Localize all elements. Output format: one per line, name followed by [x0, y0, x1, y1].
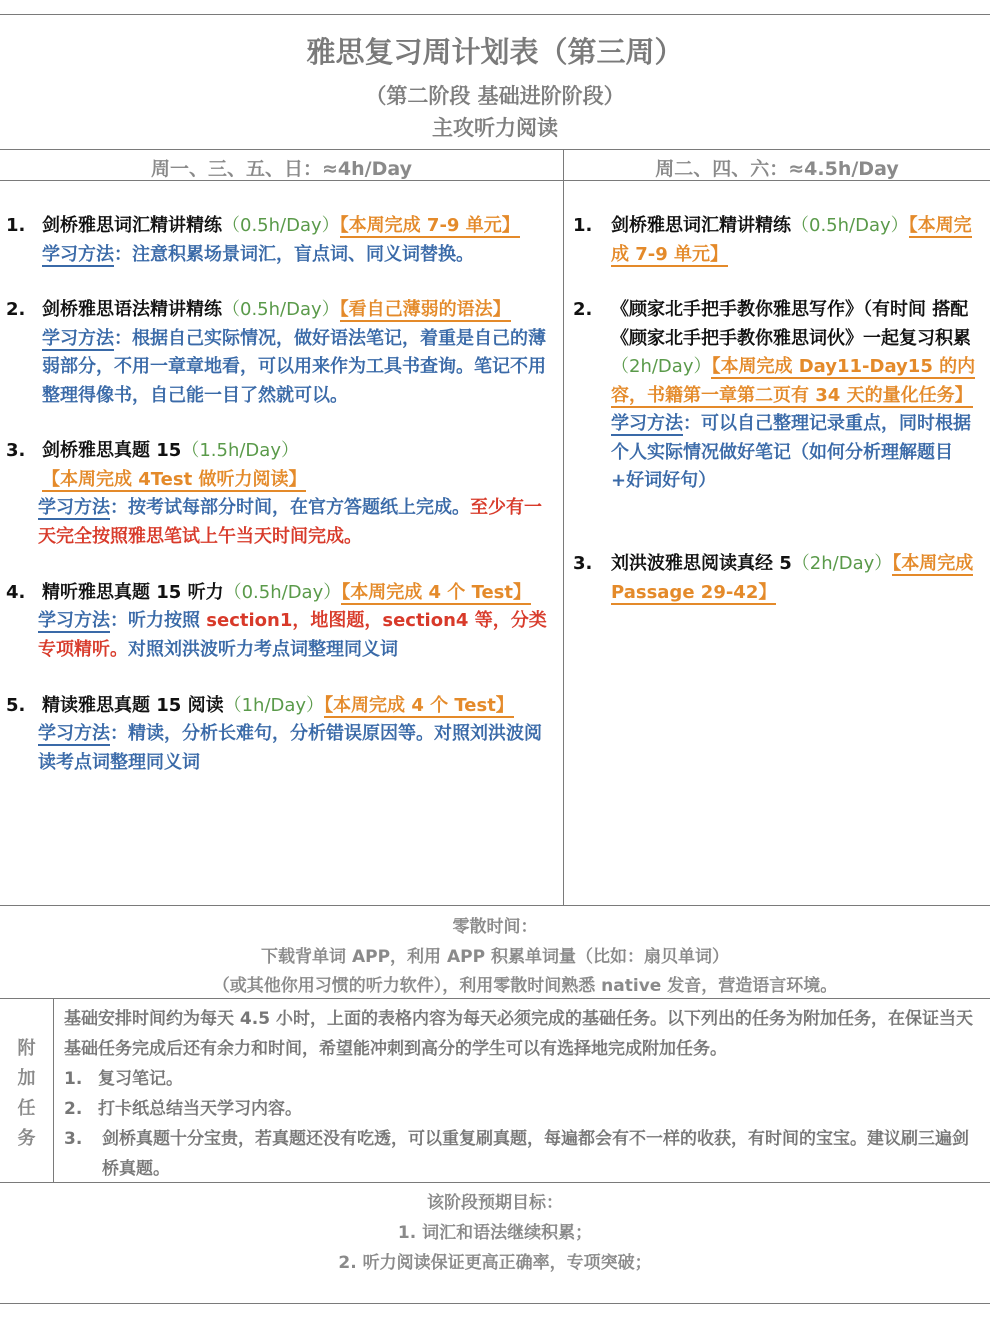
extra-side-divider: [53, 998, 54, 1182]
method-label: 学习方法: [38, 723, 110, 744]
item-title: 剑桥雅思词汇精讲精练: [611, 215, 791, 236]
method-label: 学习方法: [42, 243, 114, 265]
method-text: ：精读，分析长难句，分析错误原因等。对照刘洪波阅读考点词整理同义词: [38, 723, 542, 773]
left-item-4: 4. 精听雅思真题 15 听力（0.5h/Day）【本周完成 4 个 Test】: [6, 582, 531, 603]
item-title: 刘洪波雅思阅读真经 5: [611, 553, 792, 574]
left-item-3: 3. 剑桥雅思真题 15（1.5h/Day）【本周完成 4Test 做听力阅读】: [6, 440, 307, 490]
left-item-5: 5. 精读雅思真题 15 阅读（1h/Day）【本周完成 4 个 Test】: [6, 695, 514, 716]
method-label: 学习方法: [38, 497, 110, 518]
item-title: 剑桥雅思词汇精讲精练: [42, 215, 222, 236]
bottom-border: [0, 1303, 990, 1304]
item-title: 剑桥雅思真题 15: [42, 440, 182, 461]
item-time: （2h/Day）: [611, 356, 712, 377]
method-label: 学习方法: [42, 327, 114, 349]
method-text: ：注意积累场景词汇，盲点词、同义词替换。: [114, 243, 474, 265]
item-task: 【看自己薄弱的语法】: [339, 299, 511, 320]
item-task: 【本周完成 4Test 做听力阅读】: [42, 468, 307, 490]
page-title: 雅思复习周计划表（第三周）: [306, 35, 684, 69]
right-item-2: 2. 《顾家北手把手教你雅思写作》（有时间 搭配《顾家北手把手教你雅思词伙》一起复习积累（2h/Day）【本周完成 Day11-Day15 的内容，书籍第一章第二页有 34 天的量化任务】 学习方法：可以自己整理记录重点，同时根据个人实际情况做好笔记（如何分析理解题目+好词好句）: [573, 299, 976, 491]
item-task: 【本周完成 7-9 单元】: [339, 215, 520, 236]
column-divider: [563, 149, 564, 905]
spare-line-1: 下载背单词 APP，利用 APP 积累单词量（比如：扇贝单词）: [261, 947, 729, 967]
method-text: ：听力按照: [110, 610, 207, 631]
method-highlight: 至少有一天完全按照雅思笔试上午当天时间完成。: [38, 497, 542, 547]
extra-body: [64, 1004, 984, 1184]
item-task: 【本周完成 7-9 单元】: [611, 215, 972, 265]
extra-side-label: 附 加 任 务: [17, 1038, 36, 1149]
right-column-header: 周二、四、六：≈4.5h/Day: [655, 158, 899, 180]
method-text: ：根据自己实际情况，做好语法笔记，着重是自己的薄弱部分，不用一章章地看，可以用来作为工具书查询。笔记不用整理得像书，自己能一目了然就可以。: [42, 327, 546, 406]
item-time: （0.5h/Day）: [791, 215, 909, 236]
item-time: （0.5h/Day）: [222, 215, 340, 236]
item-time: （0.5h/Day）: [223, 582, 342, 603]
left-column-header: 周一、三、五、日：≈4h/Day: [150, 158, 412, 180]
item-task: 【本周完成 4 个 Test】: [324, 695, 514, 716]
item-task: 【本周完成 Day11-Day15 的内容，书籍第一章第二页有 34 天的量化任务】: [611, 356, 976, 406]
left-item-5-method: [38, 720, 554, 777]
item-time: （0.5h/Day）: [222, 299, 340, 320]
left-item-2: 2. 剑桥雅思语法精讲精练（0.5h/Day）【看自己薄弱的语法】 学习方法：根据自己实际情况，做好语法笔记，着重是自己的薄弱部分，不用一章章地看，可以用来作为工具书查询。笔记不用整理得像书，自己能一目了然就可以。: [6, 299, 546, 406]
main-bottom-divider: [0, 905, 990, 906]
top-border: [0, 14, 990, 15]
stage-subtitle: （第二阶段 基础进阶阶段）: [365, 84, 625, 108]
extra-item-1: 1. 复习笔记。: [64, 1069, 183, 1089]
right-item-1: 1. 剑桥雅思词汇精讲精练（0.5h/Day）【本周完成 7-9 单元】: [573, 215, 972, 265]
item-time: （1h/Day）: [223, 695, 325, 716]
spare-line-2: （或其他你用习惯的听力软件），利用零散时间熟悉 native 发音，营造语言环境。: [212, 976, 838, 996]
method-text-after: 对照刘洪波听力考点词整理同义词: [128, 638, 398, 660]
item-title: 剑桥雅思语法精讲精练: [42, 299, 222, 320]
goal-item-2: 2. 听力阅读保证更高正确率，专项突破；: [338, 1253, 652, 1273]
goals-title: 该阶段预期目标：: [427, 1193, 563, 1213]
item-time: （2h/Day）: [791, 553, 893, 574]
focus-subtitle: 主攻听力阅读: [432, 116, 558, 140]
method-text: ：按考试每部分时间，在官方答题纸上完成。: [110, 497, 470, 518]
extra-item-3: 3. 剑桥真题十分宝贵，若真题还没有吃透，可以重复刷真题，每遍都会有不一样的收获，有时间的宝宝。建议刷三遍剑桥真题。: [64, 1129, 969, 1179]
right-item-3: 3. 刘洪波雅思阅读真经 5（2h/Day）【本周完成 Passage 29-42】: [573, 553, 974, 603]
left-item-3-method: [38, 494, 554, 551]
method-text: ：可以自己整理记录重点，同时根据个人实际情况做好笔记（如何分析理解题目+好词好句）: [611, 413, 971, 491]
left-item-1: 1. 剑桥雅思词汇精讲精练（0.5h/Day）【本周完成 7-9 单元】 学习方法：注意积累场景词汇，盲点词、同义词替换。: [6, 215, 520, 265]
left-item-4-method: [38, 607, 554, 664]
method-highlight: section1，地图题，section4 等，分类专项精听。: [38, 610, 547, 660]
extra-intro: 基础安排时间约为每天 4.5 小时，上面的表格内容为每天必须完成的基础任务。以下列出的任务为附加任务，在保证当天基础任务完成后还有余力和时间，希望能冲刺到高分的学生可以有选择地完成附加任务。: [64, 1009, 973, 1059]
method-label: 学习方法: [38, 610, 110, 631]
item-title: 精读雅思真题 15 阅读: [42, 695, 224, 716]
item-time: （1.5h/Day）: [181, 440, 299, 461]
goal-item-1: 1. 词汇和语法继续积累；: [397, 1223, 593, 1243]
spare-divider: [0, 998, 990, 999]
spare-title: 零散时间：: [452, 917, 538, 937]
header-divider: [0, 149, 990, 150]
item-title: 精听雅思真题 15 听力: [42, 582, 224, 603]
method-label: 学习方法: [611, 413, 683, 434]
extra-item-2: 2. 打卡纸总结当天学习内容。: [64, 1099, 302, 1119]
item-task: 【本周完成 4 个 Test】: [341, 582, 531, 603]
item-task: 【本周完成 Passage 29-42】: [611, 553, 974, 603]
item-title: 《顾家北手把手教你雅思写作》（有时间 搭配《顾家北手把手教你雅思词伙》一起复习积累: [611, 299, 971, 349]
